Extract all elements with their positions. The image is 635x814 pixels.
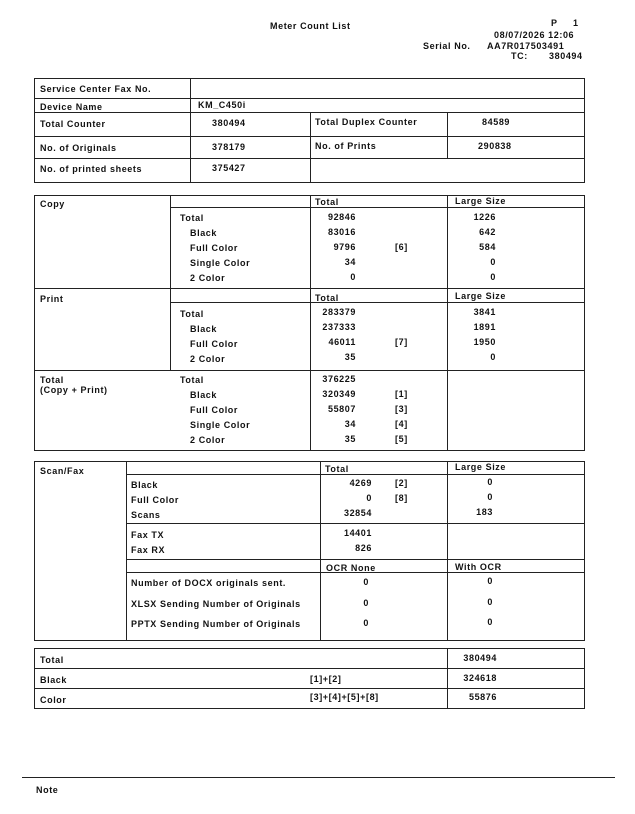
device-name-value: KM_C450i xyxy=(198,100,246,110)
summary-total-label: Total xyxy=(40,655,64,665)
row-large: 0 xyxy=(487,492,493,502)
serial-value: AA7R017503491 xyxy=(487,41,565,51)
prints-label: No. of Prints xyxy=(315,141,377,151)
total-duplex-label: Total Duplex Counter xyxy=(315,117,418,127)
row-large: 0 xyxy=(487,477,493,487)
copy-section-label: Copy xyxy=(40,199,65,209)
total-counter-label: Total Counter xyxy=(40,119,106,129)
row-label: Black xyxy=(190,390,218,400)
row-total: 32854 xyxy=(343,508,372,518)
scan-total-header: Total xyxy=(325,464,349,474)
row-label: Total xyxy=(180,375,204,385)
row-total: 0 xyxy=(366,493,372,503)
row-total: 0 xyxy=(350,272,356,282)
prints-value: 290838 xyxy=(478,141,512,151)
row-ref: [4] xyxy=(395,419,408,429)
note-divider xyxy=(22,777,615,778)
print-total-header: Total xyxy=(315,293,339,303)
row-large: 183 xyxy=(476,507,493,517)
row-total: 35 xyxy=(344,352,356,362)
row-label: Total xyxy=(180,309,204,319)
row-total: 35 xyxy=(344,434,356,444)
row-ref: [8] xyxy=(395,493,408,503)
row-ref: [5] xyxy=(395,434,408,444)
combined-label-line1: Total xyxy=(40,375,64,385)
row-label: PPTX Sending Number of Originals xyxy=(131,619,301,629)
row-total: 320349 xyxy=(322,389,356,399)
row-ref: [1] xyxy=(395,389,408,399)
row-large: 1950 xyxy=(473,337,496,347)
total-duplex-value: 84589 xyxy=(482,117,511,127)
row-label: Scans xyxy=(131,510,161,520)
copy-total-header: Total xyxy=(315,197,339,207)
row-large: 1226 xyxy=(473,212,496,222)
row-ref: [7] xyxy=(395,337,408,347)
row-label: Full Color xyxy=(131,495,179,505)
row-label: 2 Color xyxy=(190,273,226,283)
copy-large-header: Large Size xyxy=(455,196,507,206)
row-large: 0 xyxy=(490,352,496,362)
row-total: 34 xyxy=(344,257,356,267)
row-label: Single Color xyxy=(190,420,251,430)
row-total: 92846 xyxy=(327,212,356,222)
row-large: 3841 xyxy=(473,307,496,317)
print-large-header: Large Size xyxy=(455,291,507,301)
total-counter-value: 380494 xyxy=(212,118,246,128)
summary-color-value: 55876 xyxy=(468,692,497,702)
row-ocr-none: 0 xyxy=(363,618,369,628)
row-ocr-none: 0 xyxy=(363,598,369,608)
row-label: Fax TX xyxy=(131,530,165,540)
row-ref: [2] xyxy=(395,478,408,488)
tc-label: TC: xyxy=(511,51,528,61)
scan-large-header: Large Size xyxy=(455,462,507,472)
summary-black-formula: [1]+[2] xyxy=(310,674,342,684)
ocr-none-header: OCR None xyxy=(326,563,376,573)
originals-value: 378179 xyxy=(212,142,246,152)
print-section-label: Print xyxy=(40,294,64,304)
serial-label: Serial No. xyxy=(423,41,471,51)
row-total: 34 xyxy=(344,419,356,429)
device-name-label: Device Name xyxy=(40,102,103,112)
row-label: Number of DOCX originals sent. xyxy=(131,578,287,588)
row-large: 584 xyxy=(479,242,496,252)
printed-sheets-value: 375427 xyxy=(212,163,246,173)
row-label: Black xyxy=(190,324,218,334)
row-total: 826 xyxy=(355,543,372,553)
row-ocr-none: 0 xyxy=(363,577,369,587)
row-label: XLSX Sending Number of Originals xyxy=(131,599,301,609)
row-label: Total xyxy=(180,213,204,223)
printed-sheets-label: No. of printed sheets xyxy=(40,164,143,174)
row-large: 0 xyxy=(490,272,496,282)
row-label: 2 Color xyxy=(190,354,226,364)
row-label: Full Color xyxy=(190,243,238,253)
row-total: 9796 xyxy=(333,242,356,252)
row-label: 2 Color xyxy=(190,435,226,445)
summary-black-label: Black xyxy=(40,675,68,685)
row-label: Full Color xyxy=(190,405,238,415)
report-datetime: 08/07/2026 12:06 xyxy=(494,30,575,40)
row-total: 14401 xyxy=(343,528,372,538)
row-total: 83016 xyxy=(327,227,356,237)
tc-value: 380494 xyxy=(549,51,583,61)
row-label: Black xyxy=(190,228,218,238)
row-large: 0 xyxy=(490,257,496,267)
row-ref: [6] xyxy=(395,242,408,252)
row-label: Black xyxy=(131,480,159,490)
originals-label: No. of Originals xyxy=(40,143,117,153)
row-label: Fax RX xyxy=(131,545,166,555)
row-label: Full Color xyxy=(190,339,238,349)
row-total: 237333 xyxy=(322,322,356,332)
row-with-ocr: 0 xyxy=(487,597,493,607)
scan-fax-section-label: Scan/Fax xyxy=(40,466,85,476)
row-total: 55807 xyxy=(327,404,356,414)
row-with-ocr: 0 xyxy=(487,576,493,586)
with-ocr-header: With OCR xyxy=(455,562,502,572)
note-label: Note xyxy=(36,785,59,795)
row-large: 1891 xyxy=(473,322,496,332)
row-total: 4269 xyxy=(349,478,372,488)
row-ref: [3] xyxy=(395,404,408,414)
service-center-fax-label: Service Center Fax No. xyxy=(40,84,152,94)
combined-label-line2: (Copy + Print) xyxy=(40,385,108,395)
page-title: Meter Count List xyxy=(270,21,351,31)
summary-color-label: Color xyxy=(40,695,67,705)
row-total: 46011 xyxy=(328,337,356,347)
row-total: 283379 xyxy=(322,307,356,317)
summary-black-value: 324618 xyxy=(463,673,497,683)
row-total: 376225 xyxy=(322,374,356,384)
row-label: Single Color xyxy=(190,258,251,268)
row-with-ocr: 0 xyxy=(487,617,493,627)
summary-color-formula: [3]+[4]+[5]+[8] xyxy=(310,692,379,702)
row-large: 642 xyxy=(479,227,496,237)
summary-total-value: 380494 xyxy=(463,653,497,663)
page-number: P 1 xyxy=(551,18,579,28)
